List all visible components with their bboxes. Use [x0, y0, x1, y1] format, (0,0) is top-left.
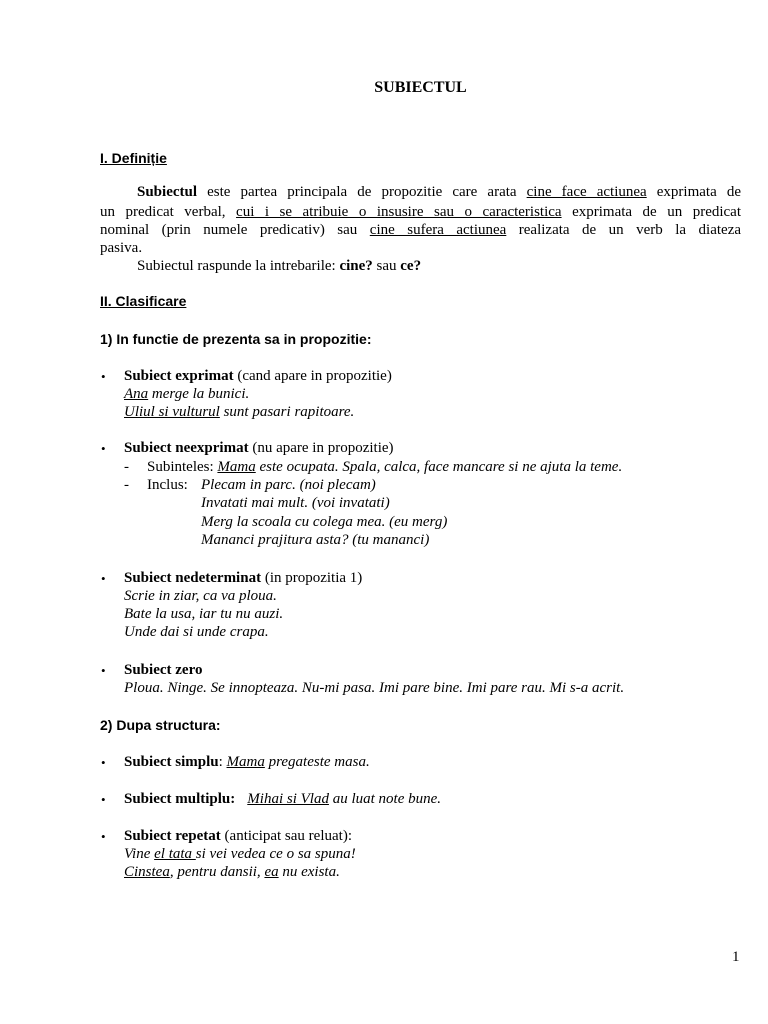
bullet-icon: •: [101, 792, 106, 807]
subject-underlined: Mihai si Vlad: [247, 791, 329, 807]
inclus-example: Merg la scoala cu colega mea. (eu merg): [201, 514, 448, 530]
definition-text: nominal (prin numele predicativ) sau: [100, 222, 370, 238]
definition-line-4: pasiva.: [100, 240, 143, 256]
repetat-label: Subiect repetat: [124, 828, 221, 844]
definition-term: Subiectul: [137, 184, 198, 200]
bullet-icon: •: [101, 663, 106, 678]
dash-icon: -: [124, 477, 129, 493]
example-text: si vei vedea ce o sa spuna!: [195, 846, 356, 862]
subject-underlined: Mama: [226, 754, 265, 770]
definition-text: realizata de un verb la diateza: [506, 222, 742, 238]
subject-underlined: Mama: [217, 459, 256, 475]
repetat-example-1: [124, 845, 356, 863]
definition-question-line: [137, 257, 421, 275]
inclus-label: Inclus:: [147, 477, 188, 493]
definition-underlined: cine face actiunea: [526, 184, 647, 200]
example-text: sunt pasari rapitoare.: [219, 404, 355, 420]
definition-text: Subiectul raspunde la intrebarile:: [137, 258, 340, 274]
neexprimat-note: (nu apare in propozitie): [248, 440, 394, 456]
example-text: Vine: [124, 846, 155, 862]
example-text: este ocupata. Spala, calca, face mancare si ne ajuta la teme.: [255, 459, 623, 475]
criterion-1-heading: 1) In functie de prezenta sa in propozitie:: [100, 331, 372, 347]
simplu-line: [124, 753, 370, 771]
example-text: , pentru dansii,: [169, 864, 265, 880]
page-number: 1: [732, 949, 740, 965]
example-text: merge la bunici.: [148, 386, 250, 402]
question-ce: ce?: [400, 258, 422, 274]
definition-text: sau: [372, 258, 401, 274]
multiplu-line: [124, 790, 441, 808]
neexprimat-heading: [124, 439, 394, 457]
bullet-icon: •: [101, 441, 106, 456]
definition-text: un predicat verbal,: [100, 204, 237, 220]
simplu-label: Subiect simplu: [124, 754, 219, 770]
bullet-icon: •: [101, 369, 106, 384]
criterion-2-heading: 2) Dupa structura:: [100, 717, 221, 733]
exprimat-example-1: [124, 385, 249, 403]
repetat-example-2: [124, 863, 340, 881]
question-cine: cine?: [339, 258, 373, 274]
nedeterminat-heading: [124, 569, 362, 587]
nedeterminat-example: Bate la usa, iar tu nu auzi.: [124, 606, 284, 622]
subject-underlined: el tata: [154, 846, 196, 862]
exprimat-example-2: [124, 403, 354, 421]
definition-text: este partea principala de propozitie care arata: [197, 184, 527, 200]
bullet-icon: •: [101, 571, 106, 586]
exprimat-heading: [124, 367, 392, 385]
simplu-colon: :: [218, 754, 227, 770]
nedeterminat-example: Unde dai si unde crapa.: [124, 624, 269, 640]
example-text: au luat note bune.: [328, 791, 442, 807]
zero-label: Subiect zero: [124, 662, 203, 678]
example-text: pregateste masa.: [264, 754, 370, 770]
bullet-icon: •: [101, 829, 106, 844]
definition-underlined: cui i se atribuie o insusire sau o caracteristica: [236, 204, 562, 220]
definition-line-2: [100, 203, 741, 221]
inclus-example: Plecam in parc. (noi plecam): [201, 477, 376, 493]
definition-underlined: cine sufera actiunea: [369, 222, 507, 238]
subinteles-line: [147, 458, 622, 476]
inclus-example: Mananci prajitura asta? (tu mananci): [201, 532, 430, 548]
example-text: nu exista.: [278, 864, 340, 880]
page-title: SUBIECTUL: [374, 79, 467, 96]
zero-example: Ploua. Ninge. Se innopteaza. Nu-mi pasa. Imi pare bine. Imi pare rau. Mi s-a acrit.: [124, 680, 625, 696]
repetat-note: (anticipat sau reluat):: [220, 828, 352, 844]
nedeterminat-note: (in propozitia 1): [261, 570, 363, 586]
dash-icon: -: [124, 459, 129, 475]
section-heading-definitie: I. Definiție: [100, 150, 167, 166]
subject-underlined: Ana: [124, 386, 149, 402]
inclus-example: Invatati mai mult. (voi invatati): [201, 495, 390, 511]
exprimat-note: (cand apare in propozitie): [233, 368, 392, 384]
subject-underlined: ea: [264, 864, 279, 880]
bullet-icon: •: [101, 755, 106, 770]
definition-text: exprimata de: [646, 184, 741, 200]
nedeterminat-label: Subiect nedeterminat: [124, 570, 262, 586]
definition-line-1: [100, 183, 741, 201]
definition-line-3: [100, 221, 741, 239]
subject-underlined: Cinstea: [124, 864, 170, 880]
neexprimat-label: Subiect neexprimat: [124, 440, 249, 456]
section-heading-clasificare: II. Clasificare: [100, 293, 187, 309]
nedeterminat-example: Scrie in ziar, ca va ploua.: [124, 588, 277, 604]
exprimat-label: Subiect exprimat: [124, 368, 234, 384]
repetat-heading: [124, 827, 352, 845]
subject-underlined: Uliul si vulturul: [124, 404, 220, 420]
subinteles-label: Subinteles:: [147, 459, 218, 475]
definition-text: exprimata de un predicat: [561, 204, 742, 220]
multiplu-label: Subiect multiplu:: [124, 791, 236, 807]
